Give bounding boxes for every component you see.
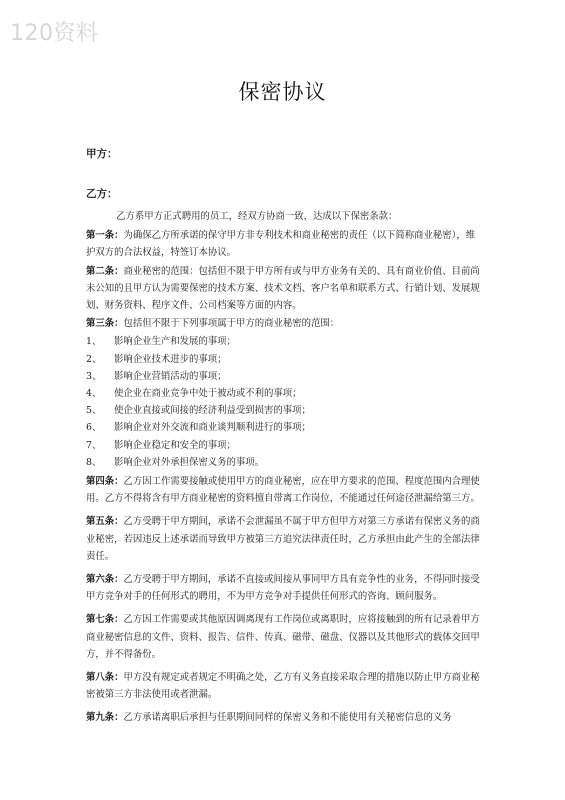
list-item-text: 影响企业技术进步的事项； (114, 353, 227, 365)
list-item-number: 8、 (86, 456, 102, 468)
list-item (86, 351, 484, 368)
list-item (86, 437, 484, 454)
article-label: 第三条： (86, 318, 124, 330)
intro-paragraph: 乙方系甲方正式聘用的员工，经双方协商一致，达成以下保密条款： (116, 211, 398, 222)
article-label: 第一条： (86, 230, 124, 242)
article-label: 第八条： (86, 672, 124, 684)
list-item-text: 影响企业稳定和安全的事项； (114, 439, 236, 451)
article-label: 第五条： (86, 516, 124, 528)
article-label: 第四条： (86, 476, 124, 488)
list-item-number: 7、 (86, 439, 102, 451)
article-9 (86, 709, 484, 726)
article-5 (86, 513, 484, 565)
list-item-text: 影响企业营销活动的事项； (114, 370, 227, 382)
list-item (86, 368, 484, 385)
article-text: 包括但不限于下列事项属于甲方的商业秘密的范围： (123, 318, 340, 330)
watermark: 120资料 (10, 21, 99, 46)
article-label: 第六条： (86, 574, 124, 586)
party-a-label: 甲方： (86, 148, 118, 160)
article-text: 乙方承诺离职后承担与任职期间同样的保密义务和不能使用有关秘密信息的义务 (123, 712, 452, 724)
article-text: 乙方受聘于甲方期间，承诺不会泄漏虽不属于甲方但甲方对第三方承诺有保密义务的商业秘密，若因违反上述承诺而导致甲方被第三方追究法律责任时，乙方承担由此产生的全部法律责任。 (86, 516, 480, 562)
article-4 (86, 473, 484, 507)
article-2 (86, 263, 484, 315)
article-text: 乙方受聘于甲方期间，承诺不直接或间接从事同甲方具有竞争性的业务，不得同时接受甲方竞争对手的任何形式的聘用，不为甲方竞争对手提供任何形式的咨询、顾问服务。 (86, 574, 480, 603)
list-item (86, 454, 484, 471)
list-item (86, 419, 484, 436)
article-text: 乙方因工作需要接触或使用甲方的商业秘密，应在甲方要求的范围、程度范围内合理使用。乙方不得将含有甲方商业秘密的资料擅自带离工作岗位，不能通过任何途径泄漏给第三方。 (86, 476, 480, 505)
list-item-number: 6、 (86, 422, 102, 434)
list-item-text: 影响企业对外交流和商业谈判顺利进行的事项； (114, 422, 311, 434)
scope-list (86, 333, 484, 471)
party-b-label: 乙方： (86, 188, 118, 200)
list-item (86, 385, 484, 402)
article-text: 乙方因工作需要或其他原因调离现有工作岗位或离职时，应将接触到的所有记录着甲方商业秘密信息的文件、资料、报告、信件、传真、磁带、磁盘、仪器以及其他形式的载体交回甲方，并不得备份。 (86, 614, 480, 660)
list-item-text: 影响企业对外承担保密义务的事项。 (114, 456, 265, 468)
list-item-number: 2、 (86, 353, 102, 365)
list-item-number: 1、 (86, 336, 102, 348)
list-item-number: 3、 (86, 370, 102, 382)
article-3 (86, 315, 484, 332)
article-label: 第二条： (86, 265, 124, 277)
list-item-number: 5、 (86, 405, 102, 417)
list-item-number: 4、 (86, 388, 102, 400)
article-label: 第七条： (86, 614, 124, 626)
list-item (86, 402, 484, 419)
article-text: 商业秘密的范围：包括但不限于甲方所有或与甲方业务有关的、具有商业价值、目前尚未公知的且甲方认为需要保密的技术方案、技术文档、客户名单和联系方式、行销计划、发展规划、财务资料、程序文件、公司档案等方面的内容。 (86, 265, 480, 312)
agreement-body (86, 208, 484, 733)
article-1 (86, 227, 484, 261)
document-title: 保密协议 (238, 80, 327, 104)
list-item-text: 使企业在商业竞争中处于被动或不利的事项； (114, 388, 302, 400)
article-text: 甲方没有规定或者规定不明确之处，乙方有义务直接采取合理的措施以防止甲方商业秘密被第三方非法使用或者泄漏。 (86, 672, 480, 701)
list-item-text: 影响企业生产和发展的事项； (114, 336, 236, 348)
article-7 (86, 611, 484, 663)
list-item (86, 333, 484, 350)
article-label: 第九条： (86, 712, 124, 724)
article-8 (86, 669, 484, 703)
article-6 (86, 571, 484, 605)
article-text: 为确保乙方所承诺的保守甲方非专利技术和商业秘密的责任（以下简称商业秘密），维护双方的合法权益，特签订本协议。 (86, 230, 476, 259)
list-item-text: 使企业直接或间接的经济利益受到损害的事项； (114, 405, 311, 417)
